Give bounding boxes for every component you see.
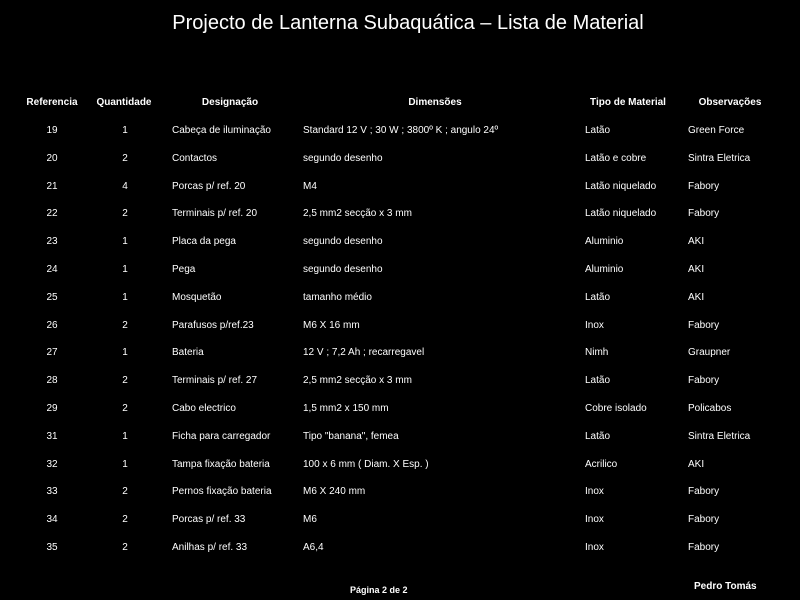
cell-observacoes: AKI: [688, 236, 705, 247]
cell-tipo-material: Latão: [585, 292, 611, 303]
cell-referencia: 34: [46, 514, 58, 525]
cell-tipo-material: Latão: [585, 431, 611, 442]
cell-quantidade: 2: [122, 542, 128, 553]
cell-quantidade: 1: [122, 292, 128, 303]
cell-quantidade: 2: [122, 320, 128, 331]
cell-designacao: Bateria: [172, 347, 204, 358]
cell-quantidade: 1: [122, 264, 128, 275]
cell-referencia: 20: [46, 153, 58, 164]
cell-observacoes: Green Force: [688, 125, 745, 136]
cell-designacao: Terminais p/ ref. 27: [172, 375, 258, 386]
header-designacao: Designação: [201, 97, 259, 108]
cell-tipo-material: Inox: [585, 320, 604, 331]
cell-tipo-material: Inox: [585, 514, 604, 525]
cell-tipo-material: Latão niquelado: [585, 181, 657, 192]
cell-tipo-material: Latão: [585, 125, 611, 136]
cell-tipo-material: Aluminio: [585, 264, 624, 275]
cell-dimensoes: segundo desenho: [303, 153, 383, 164]
header-observacoes: Observações: [698, 97, 762, 108]
header-referencia: Referencia: [26, 97, 78, 108]
cell-designacao: Anilhas p/ ref. 33: [172, 542, 248, 553]
cell-observacoes: AKI: [688, 459, 705, 470]
page-number: Página 2 de 2: [350, 585, 408, 595]
cell-tipo-material: Latão niquelado: [585, 208, 657, 219]
cell-referencia: 22: [46, 208, 58, 219]
cell-quantidade: 1: [122, 459, 128, 470]
cell-tipo-material: Aluminio: [585, 236, 624, 247]
cell-quantidade: 2: [122, 486, 128, 497]
cell-observacoes: Fabory: [688, 486, 720, 497]
cell-dimensoes: 100 x 6 mm ( Diam. X Esp. ): [303, 459, 429, 470]
cell-tipo-material: Cobre isolado: [585, 403, 647, 414]
cell-designacao: Terminais p/ ref. 20: [172, 208, 258, 219]
cell-designacao: Pernos fixação bateria: [172, 486, 272, 497]
cell-designacao: Ficha para carregador: [172, 431, 271, 442]
cell-tipo-material: Latão: [585, 375, 611, 386]
cell-quantidade: 1: [122, 431, 128, 442]
cell-dimensoes: segundo desenho: [303, 264, 383, 275]
cell-observacoes: Graupner: [688, 347, 731, 358]
cell-observacoes: Fabory: [688, 542, 720, 553]
cell-referencia: 29: [46, 403, 58, 414]
cell-referencia: 32: [46, 459, 58, 470]
cell-tipo-material: Nimh: [585, 347, 609, 358]
cell-dimensoes: tamanho médio: [303, 292, 372, 303]
cell-designacao: Tampa fixação bateria: [172, 459, 270, 470]
cell-observacoes: AKI: [688, 292, 705, 303]
cell-dimensoes: M6 X 16 mm: [303, 320, 360, 331]
cell-tipo-material: Acrilico: [585, 459, 618, 470]
cell-designacao: Contactos: [172, 153, 218, 164]
cell-quantidade: 4: [122, 181, 128, 192]
cell-referencia: 23: [46, 236, 58, 247]
cell-dimensoes: M6 X 240 mm: [303, 486, 366, 497]
cell-referencia: 31: [46, 431, 58, 442]
header-tipo-material: Tipo de Material: [590, 97, 666, 108]
cell-referencia: 21: [46, 181, 58, 192]
cell-observacoes: Policabos: [688, 403, 732, 414]
cell-observacoes: Fabory: [688, 181, 720, 192]
cell-dimensoes: 12 V ; 7,2 Ah ; recarregavel: [303, 347, 425, 358]
cell-quantidade: 1: [122, 236, 128, 247]
cell-dimensoes: M6: [303, 514, 317, 525]
cell-dimensoes: Tipo "banana", femea: [303, 431, 399, 442]
cell-designacao: Parafusos p/ref.23: [172, 320, 254, 331]
cell-designacao: Mosquetão: [172, 292, 222, 303]
cell-observacoes: Fabory: [688, 375, 720, 386]
header-dimensoes: Dimensões: [408, 97, 462, 108]
cell-observacoes: Fabory: [688, 514, 720, 525]
cell-observacoes: Sintra Eletrica: [688, 153, 751, 164]
cell-referencia: 35: [46, 542, 58, 553]
cell-observacoes: Fabory: [688, 208, 720, 219]
cell-referencia: 28: [46, 375, 58, 386]
cell-quantidade: 2: [122, 403, 128, 414]
cell-dimensoes: M4: [303, 181, 317, 192]
cell-tipo-material: Latão e cobre: [585, 153, 647, 164]
cell-referencia: 26: [46, 320, 58, 331]
cell-tipo-material: Inox: [585, 486, 604, 497]
cell-dimensoes: 2,5 mm2 secção x 3 mm: [303, 208, 412, 219]
cell-referencia: 24: [46, 264, 58, 275]
cell-quantidade: 1: [122, 347, 128, 358]
cell-designacao: Cabo electrico: [172, 403, 236, 414]
cell-observacoes: Fabory: [688, 320, 720, 331]
cell-observacoes: AKI: [688, 264, 705, 275]
cell-designacao: Pega: [172, 264, 196, 275]
cell-designacao: Placa da pega: [172, 236, 236, 247]
cell-quantidade: 2: [122, 375, 128, 386]
author-name: Pedro Tomás: [694, 581, 757, 592]
cell-referencia: 33: [46, 486, 58, 497]
cell-referencia: 27: [46, 347, 58, 358]
cell-designacao: Porcas p/ ref. 20: [172, 181, 246, 192]
cell-referencia: 25: [46, 292, 58, 303]
cell-observacoes: Sintra Eletrica: [688, 431, 751, 442]
cell-quantidade: 2: [122, 514, 128, 525]
header-quantidade: Quantidade: [96, 97, 152, 108]
cell-quantidade: 2: [122, 153, 128, 164]
cell-dimensoes: Standard 12 V ; 30 W ; 3800º K ; angulo 24º: [303, 125, 499, 136]
page-title: Projecto de Lanterna Subaquática – Lista de Material: [172, 12, 644, 34]
cell-dimensoes: A6,4: [303, 542, 324, 553]
cell-tipo-material: Inox: [585, 542, 604, 553]
cell-referencia: 19: [46, 125, 58, 136]
cell-dimensoes: 2,5 mm2 secção x 3 mm: [303, 375, 412, 386]
cell-designacao: Porcas p/ ref. 33: [172, 514, 246, 525]
cell-designacao: Cabeça de iluminação: [172, 125, 271, 136]
cell-quantidade: 1: [122, 125, 128, 136]
cell-quantidade: 2: [122, 208, 128, 219]
cell-dimensoes: 1,5 mm2 x 150 mm: [303, 403, 389, 414]
cell-dimensoes: segundo desenho: [303, 236, 383, 247]
